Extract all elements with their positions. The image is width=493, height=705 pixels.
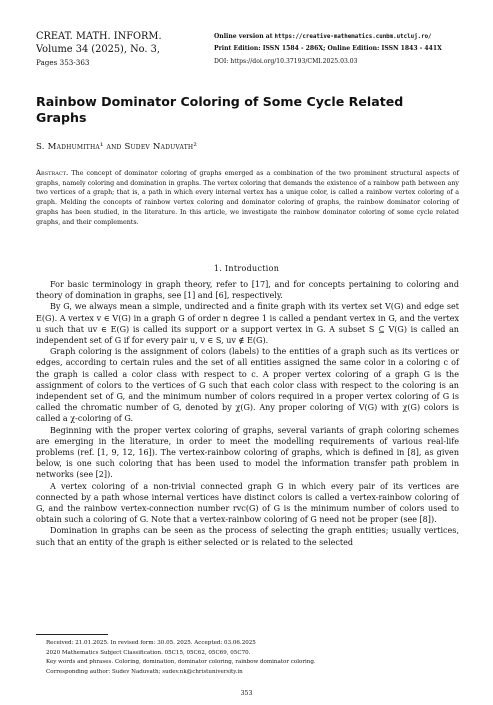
journal-name: CREAT. MATH. INFORM. <box>36 31 162 42</box>
received-dates: Received: 21.01.2025. In revised form: 30.05. 2025. Accepted: 03.06.2025 <box>46 640 256 646</box>
volume-line: Volume 34 (2025), No. 3, <box>36 44 160 56</box>
paragraph: For basic terminology in graph theory, refer to [17], and for concepts pertaining to coloring and theory of domination in graphs, see [1] and [6], respectively. <box>36 280 459 301</box>
issn-line: Print Edition: ISSN 1584 - 286X; Online Edition: ISSN 1843 - 441X <box>214 45 442 53</box>
msc-classification: 2020 Mathematics Subject Classification. 05C15, 05C62, 05C69, 05C70. <box>46 649 251 656</box>
paper-title: Rainbow Dominator Coloring of Some Cycle Related Graphs <box>36 94 404 125</box>
journal-header <box>36 30 206 70</box>
footnotes <box>36 639 459 677</box>
online-label: Online version at <box>214 33 273 40</box>
author-line: S. Madhumitha¹ and Sudev Naduvath² <box>36 142 197 152</box>
paragraph: By G, we always mean a simple, undirected and a finite graph with its vertex set V(G) and edge set E(G). A vertex v ∈ V(G) in a graph G of order n degree 1 is called a pendant vertex in G, and the vertex u such that uv ∈ E(G) is called its support or a support vertex in G. A subset S ⊆ V(G) is called an independent set of G if for every pair u, v ∈ S, uv ∉ E(G). <box>36 302 459 346</box>
body-text <box>36 279 459 548</box>
section-heading: 1. Introduction <box>213 264 280 273</box>
paragraph: A vertex coloring of a non-trivial connected graph G in which every pair of its vertices are connected by a path whose internal vertices have distinct colors is called a vertex-rainbow coloring of G, and the rainbow vertex-connection number rvc(G) of G is the minimum number of colors used to obtain such a coloring of G. Note that a vertex-rainbow coloring of G need not be proper (see [8]). <box>36 481 459 525</box>
page-number: 353 <box>240 690 253 697</box>
publication-info <box>214 31 474 68</box>
paragraph: Beginning with the proper vertex coloring of graphs, several variants of graph coloring schemes are emerging in the literature, in order to meet the modelling requirements of various real-life problems (ref. [1, 9, 12, 16]). The vertex-rainbow coloring of graphs, which is defined in [8], as given below, is one such coloring that has been used to model the information transfer path problem in networks (see [2]). <box>36 425 459 480</box>
paragraph: Domination in graphs can be seen as the process of selecting the graph entities; usually vertices, such that an entity of the graph is either selected or is related to the selected <box>36 526 459 547</box>
doi-link[interactable]: DOI: https://doi.org/10.37193/CMI.2025.03.03 <box>214 57 358 65</box>
page-range: Pages 353-363 <box>36 58 90 68</box>
abstract <box>36 169 459 227</box>
paragraph: Graph coloring is the assignment of colors (labels) to the entities of a graph such as its vertices or edges, according to certain rules and the set of all entities assigned the same color in a coloring c of the graph is called a color class with respect to c. A proper vertex coloring of a graph G is the assignment of colors to the vertices of G such that each color class with respect to the coloring is an independent set of G, and the minimum number of colors required in a proper vertex coloring of G is called the chromatic number of G, denoted by χ(G). Any proper coloring of V(G) with χ(G) colors is called a χ-coloring of G. <box>36 347 459 424</box>
abstract-text: The concept of dominator coloring of graphs emerged as a combination of the two prominent structural aspects of graphs, namely coloring and domination in graphs. The vertex coloring that demands the existence of a rainbow path between any two vertices of a graph; that is, a path in which every internal vertex has a unique color, is called a rainbow vertex coloring of a graph. Melding the concepts of rainbow vertex coloring and dominator coloring of graphs, the rainbow dominator coloring of graphs has been studied, in the literature. In this article, we investigate the rainbow dominator coloring of some cycle related graphs, and their complements. <box>36 170 459 226</box>
footnote-divider <box>36 634 108 635</box>
abstract-heading: Abstract. <box>36 169 69 177</box>
corresponding-author: Corresponding author: Sudev Naduvath; sudev.nk@christuniversity.in <box>46 668 243 675</box>
keywords: Key words and phrases. Coloring, domination, dominator coloring, rainbow dominator coloring. <box>46 659 316 665</box>
journal-url-link[interactable]: https://creative-mathematics.cunbm.utcluj.ro/ <box>274 34 432 40</box>
